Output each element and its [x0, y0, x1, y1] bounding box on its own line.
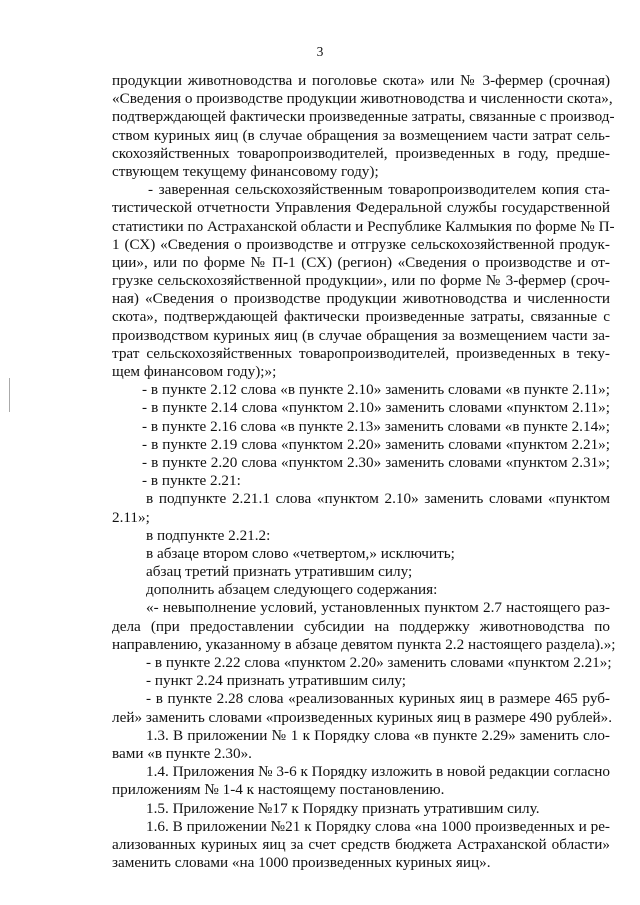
- text-line: ции», или по форме № П-1 (СХ) (регион) «Сведения о производстве и от-: [112, 253, 610, 271]
- text-line: - в пункте 2.12 слова «в пункте 2.10» заменить словами «в пункте 2.11»;: [142, 381, 610, 399]
- text-line: трат сельскохозяйственных товаропроизводителей, произведенных в теку-: [112, 344, 610, 362]
- text-line: дела (при предоставлении субсидии на поддержку животноводства по: [112, 617, 610, 635]
- text-line: «Сведения о производстве продукции животноводства и численности скота»,: [112, 90, 613, 108]
- text-line: - в пункте 2.28 слова «реализованных куриных яиц в размере 465 руб-: [146, 690, 610, 708]
- text-line: грузке сельскохозяйственной продукции», или по форме № 3-фермер (сроч-: [112, 272, 610, 290]
- text-line: 1.3. В приложении № 1 к Порядку слова «в пункте 2.29» заменить сло-: [146, 726, 610, 744]
- text-line: 1.4. Приложения № 3-6 к Порядку изложить в новой редакции согласно: [146, 763, 610, 781]
- text-line: ствующем текущему финансовому году);: [112, 162, 379, 180]
- text-line: «- невыполнение условий, установленных пунктом 2.7 настоящего раз-: [146, 599, 610, 617]
- scan-margin-mark: [9, 378, 10, 412]
- text-line: - пункт 2.24 признать утратившим силу;: [146, 672, 406, 690]
- text-line: скохозяйственных товаропроизводителей, произведенных в году, предше-: [112, 144, 610, 162]
- text-line: статистики по Астраханской области и Республике Калмыкия по форме № П-: [112, 217, 615, 235]
- text-line: 1.6. В приложении №21 к Порядку слова «на 1000 произведенных и ре-: [146, 817, 610, 835]
- text-line: в абзаце втором слово «четвертом,» исключить;: [146, 544, 455, 562]
- text-line: - в пункте 2.21:: [142, 472, 241, 490]
- text-line: - в пункте 2.22 слова «пунктом 2.20» заменить словами «пунктом 2.21»;: [146, 654, 612, 671]
- text-line: - в пункте 2.20 слова «пунктом 2.30» заменить словами «пунктом 2.31»;: [142, 453, 610, 471]
- page-number: 3: [316, 44, 324, 59]
- text-line: ством куриных яиц (в случае обращения за возмещением части затрат сель-: [112, 126, 610, 144]
- text-line: в подпункте 2.21.2:: [146, 526, 271, 544]
- text-line: - в пункте 2.14 слова «пунктом 2.10» заменить словами «пунктом 2.11»;: [142, 399, 610, 417]
- text-line: тистической отчетности Управления Федеральной службы государственной: [112, 199, 610, 217]
- text-line: скота», подтверждающей фактически произведенные затраты, связанные с: [112, 308, 610, 326]
- text-line: приложениям № 1-4 к настоящему постановлению.: [112, 781, 445, 799]
- text-line: 1.5. Приложение №17 к Порядку признать утратившим силу.: [146, 799, 540, 817]
- text-line: - в пункте 2.16 слова «в пункте 2.13» заменить словами «в пункте 2.14»;: [142, 417, 610, 435]
- text-line: щем финансовом году);»;: [112, 363, 277, 380]
- text-line: - заверенная сельскохозяйственным товаропроизводителем копия ста-: [148, 181, 610, 199]
- text-line: - в пункте 2.19 слова «пунктом 2.20» заменить словами «пунктом 2.21»;: [142, 435, 610, 453]
- text-line: направлению, указанному в абзаце девятом пункта 2.2 настоящего раздела).»;: [112, 635, 616, 653]
- text-line: 1 (СХ) «Сведения о производстве и отгрузке сельскохозяйственной продук-: [112, 235, 610, 253]
- text-line: производством куриных яиц (в случае обращения за возмещением части за-: [112, 326, 610, 344]
- text-line: подтверждающей фактически произведенные затраты, связанные с производ-: [112, 108, 615, 126]
- text-line: продукции животноводства и поголовье скота» или № 3-фермер (срочная): [112, 72, 610, 89]
- text-line: 2.11»;: [112, 508, 150, 526]
- text-line: дополнить абзацем следующего содержания:: [146, 581, 438, 599]
- text-line: лей» заменить словами «произведенных куриных яиц в размере 490 рублей».: [112, 708, 613, 726]
- text-line: в подпункте 2.21.1 слова «пунктом 2.10» заменить словами «пунктом: [146, 490, 610, 508]
- text-line: заменить словами «на 1000 произведенных куриных яиц».: [112, 854, 491, 872]
- text-line: вами «в пункте 2.30».: [112, 744, 252, 762]
- text-line: ная) «Сведения о производстве продукции животноводства и численности: [112, 290, 610, 308]
- text-line: абзац третий признать утратившим силу;: [146, 563, 413, 581]
- document-body: [112, 72, 616, 872]
- text-line: ализованных куриных яиц за счет средств бюджета Астраханской области»: [112, 835, 610, 853]
